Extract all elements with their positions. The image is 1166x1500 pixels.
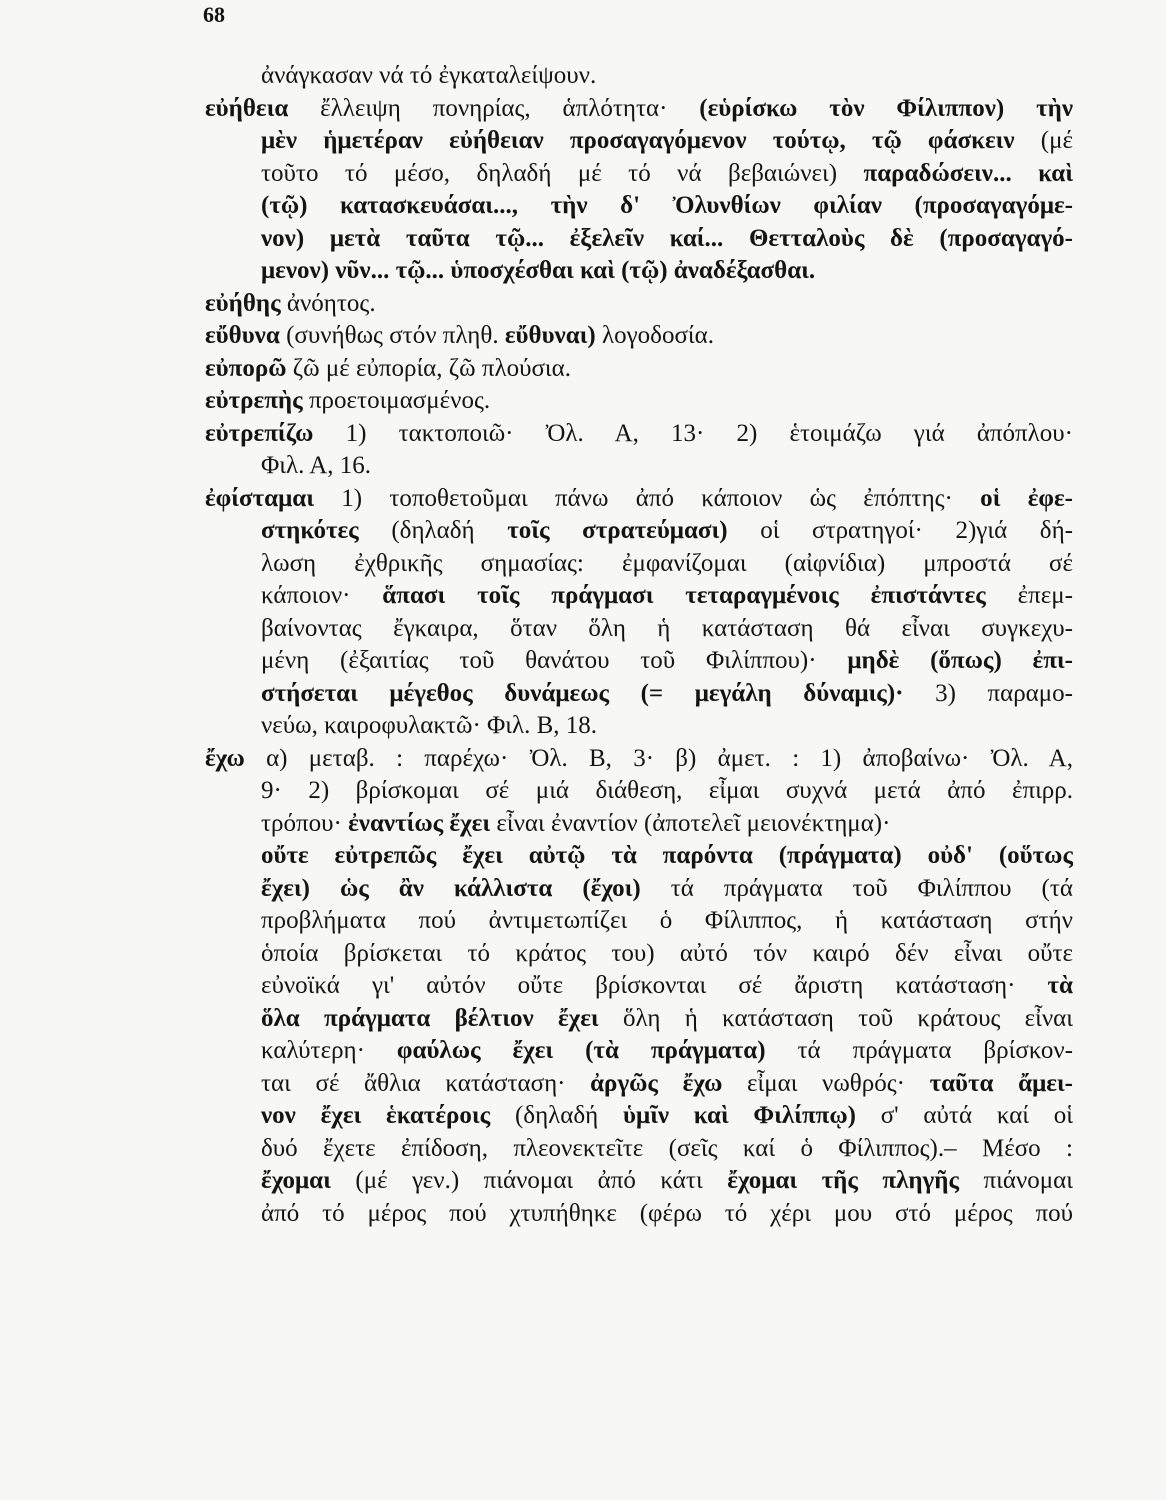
body-text: ὅλη ἡ κατάσταση τοῦ κράτους εἶναι [598, 1004, 1073, 1032]
text-line [205, 1035, 1073, 1068]
body-text: εἶναι ἐναντίον (ἀποτελεῖ μειονέκτημα)· [490, 809, 891, 837]
headword-text: νον ἔχει ἑκατέροις [261, 1102, 491, 1129]
headword-text: ἔχομαι τῆς πληγῆς [727, 1167, 959, 1194]
body-text: προετοιμασμένος. [302, 387, 491, 414]
body-text: καλύτερη· [261, 1037, 397, 1064]
text-line [205, 483, 1073, 516]
body-text: τά πράγματα βρίσκον- [765, 1037, 1073, 1064]
body-text: εὐνοϊκά γι' αὐτόν οὔτε βρίσκονται σέ ἄριστη κατάσταση· [261, 972, 1048, 999]
headword-text: εὔθυνα [205, 322, 280, 349]
headword-text: μενον) νῦν... τῷ... ὑποσχέσθαι καὶ (τῷ) ἀναδέξασθαι. [261, 257, 816, 284]
text-line [205, 743, 1073, 776]
text-line [205, 1100, 1073, 1133]
text-line [205, 353, 1073, 386]
text-line [205, 840, 1073, 873]
text-line [205, 645, 1073, 678]
text-line [205, 938, 1073, 971]
headword-text: εὐήθεια [205, 94, 289, 122]
text-line [205, 60, 1073, 93]
text-line [205, 808, 1073, 841]
page-number: 68 [203, 2, 225, 27]
text-line [205, 450, 1073, 483]
headword-text: εὐήθης [205, 289, 281, 317]
text-line [205, 515, 1073, 548]
headword-text: στηκότες [261, 517, 359, 544]
headword-text: ὅλα πράγματα βέλτιον ἔχει [261, 1004, 599, 1032]
headword-text: εὐπορῶ [205, 354, 287, 382]
body-text: τοῦτο τό μέσο, δηλαδή μέ τό νά βεβαιώνει) [261, 159, 864, 187]
body-text: λογοδοσία. [595, 322, 714, 349]
text-line [205, 905, 1073, 938]
headword-text: εὐτρεπίζω [205, 419, 314, 447]
headword-text: τὰ [1047, 972, 1073, 999]
text-line [205, 548, 1073, 581]
text-line [205, 1165, 1073, 1198]
body-text: σ' αὐτά καί οἱ [855, 1102, 1073, 1129]
body-text: (δηλαδή [358, 517, 508, 544]
headword-text: ἀργῶς ἔχω [590, 1069, 723, 1097]
headword-text: ἅπασι τοῖς πράγμασι τεταραγμένοις ἐπιστάντες [382, 582, 986, 609]
body-text: ἐπεμ- [985, 582, 1073, 609]
headword-text: ὑμῖν καὶ Φιλίππῳ) [622, 1102, 856, 1129]
body-text: νεύω, καιροφυλακτῶ· Φιλ. Β, 18. [261, 712, 598, 739]
body-text: (δηλαδή [490, 1102, 623, 1129]
text-line [205, 970, 1073, 1003]
headword-text: στήσεται μέγεθος δυνάμεως (= μεγάλη δύναμις)· [261, 679, 904, 707]
headword-text: εὔθυναι) [504, 322, 596, 349]
headword-text: τοῖς στρατεύμασι) [507, 517, 728, 544]
text-line [205, 1198, 1073, 1231]
body-text: 3) παραμο- [903, 679, 1073, 707]
headword-text: μὲν ἡμετέραν εὐήθειαν προσαγαγόμενον τούτῳ, τῷ φάσκειν [261, 127, 1015, 154]
body-text: ζῶ μέ εὐπορία, ζῶ πλούσια. [286, 354, 572, 382]
text-line [205, 580, 1073, 613]
headword-text: (τῷ) κατασκευάσαι..., τὴν δ' Ὀλυνθίων φιλίαν (προσαγαγόμε- [261, 192, 1073, 219]
headword-text: οἱ ἐφε- [980, 484, 1073, 512]
text-line [205, 873, 1073, 906]
headword-text: νον) μετὰ ταῦτα τῷ... ἐξελεῖν καί... Θετταλοὺς δὲ (προσαγαγό- [261, 224, 1073, 252]
text-line [205, 93, 1073, 126]
headword-text: ἔχω [205, 744, 245, 772]
body-text: ἀνάγκασαν νά τό ἐγκαταλείψουν. [261, 62, 597, 89]
text-line [205, 775, 1073, 808]
body-text: εἶμαι νωθρός· [722, 1069, 930, 1097]
text-line [205, 1068, 1073, 1101]
text-line [205, 223, 1073, 256]
body-text: ται σέ ἄθλια κατάσταση· [261, 1069, 591, 1097]
headword-text: οὔτε εὐτρεπῶς ἔχει αὐτῷ τὰ παρόντα (πράγματα) οὐδ' (οὕτως [261, 842, 1073, 869]
body-text: προβλήματα πού ἀντιμετωπίζει ὁ Φίλιππος, ἡ κατάσταση στήν [261, 907, 1073, 934]
body-text: 9· 2) βρίσκομαι σέ μιά διάθεση, εἶμαι συχνά μετά ἀπό ἐπιρρ. [261, 777, 1073, 804]
text-line [205, 255, 1073, 288]
body-text: δυό ἔχετε ἐπίδοση, πλεονεκτεῖτε (σεῖς καί ὁ Φίλιππος).– Μέσο : [261, 1134, 1073, 1162]
headword-text: ἔχομαι [261, 1167, 331, 1194]
headword-text: ἐναντίως ἔχει [348, 809, 491, 837]
body-text: τά πράγματα τοῦ Φιλίππου (τά [640, 874, 1073, 902]
text-line [205, 125, 1073, 158]
headword-text: παραδώσειν... καὶ [863, 159, 1073, 187]
text-line [205, 158, 1073, 191]
headword-text: φαύλως ἔχει (τὰ πράγματα) [396, 1037, 766, 1064]
text-line [205, 320, 1073, 353]
text-line [205, 1133, 1073, 1166]
text-line [205, 613, 1073, 646]
body-text: μένη (ἐξαιτίας τοῦ θανάτου τοῦ Φιλίππου)· [261, 647, 848, 674]
body-text: 1) τοποθετοῦμαι πάνω ἀπό κάποιον ὡς ἐπόπτης· [313, 484, 981, 512]
text-line [205, 190, 1073, 223]
text-line [205, 418, 1073, 451]
text-line [205, 288, 1073, 321]
body-text: (μέ γεν.) πιάνομαι ἀπό κάτι [330, 1167, 728, 1194]
headword-text: εὐτρεπὴς [205, 387, 303, 414]
headword-text: ταῦτα ἄμει- [929, 1069, 1073, 1097]
text-line [205, 385, 1073, 418]
dictionary-entries [205, 60, 1073, 1230]
text-line [205, 678, 1073, 711]
headword-text: (εὑρίσκω τὸν Φίλιππον) τὴν [699, 94, 1073, 122]
body-text: ἀνόητος. [280, 289, 376, 317]
headword-text: ἐφίσταμαι [205, 484, 314, 512]
body-text: 1) τακτοποιῶ· Ὀλ. Α, 13· 2) ἑτοιμάζω γιά ἀπόπλου· [313, 419, 1073, 447]
body-text: βαίνοντας ἔγκαιρα, ὅταν ὅλη ἡ κατάσταση θά εἶναι συγκεχυ- [261, 614, 1073, 642]
body-text: πιάνομαι [959, 1167, 1073, 1194]
body-text: λωση ἐχθρικῆς σημασίας: ἐμφανίζομαι (αἰφνίδια) μπροστά σέ [261, 549, 1073, 577]
headword-text: ἔχει) ὡς ἂν κάλλιστα (ἔχοι) [261, 874, 641, 902]
body-text: ὁποία βρίσκεται τό κράτος του) αὐτό τόν καιρό δέν εἶναι οὔτε [261, 939, 1073, 967]
body-text: κάποιον· [261, 582, 383, 609]
body-text: ἀπό τό μέρος πού χτυπήθηκε (φέρω τό χέρι μου στό μέρος πού [261, 1199, 1073, 1227]
text-line [205, 1003, 1073, 1036]
headword-text: μηδὲ (ὅπως) ἐπι- [847, 647, 1073, 674]
body-text: οἱ στρατηγοί· 2)γιά δή- [727, 517, 1073, 544]
body-text: ἔλλειψη πονηρίας, ἁπλότητα· [288, 94, 700, 122]
body-text: (μέ [1014, 127, 1073, 154]
body-text: Φιλ. Α, 16. [261, 452, 372, 479]
body-text: α) μεταβ. : παρέχω· Ὀλ. Β, 3· β) ἀμετ. : 1) ἀποβαίνω· Ὀλ. Α, [244, 744, 1073, 772]
body-text: (συνήθως στόν πληθ. [279, 322, 505, 349]
body-text: τρόπου· [261, 809, 349, 837]
text-line [205, 710, 1073, 743]
